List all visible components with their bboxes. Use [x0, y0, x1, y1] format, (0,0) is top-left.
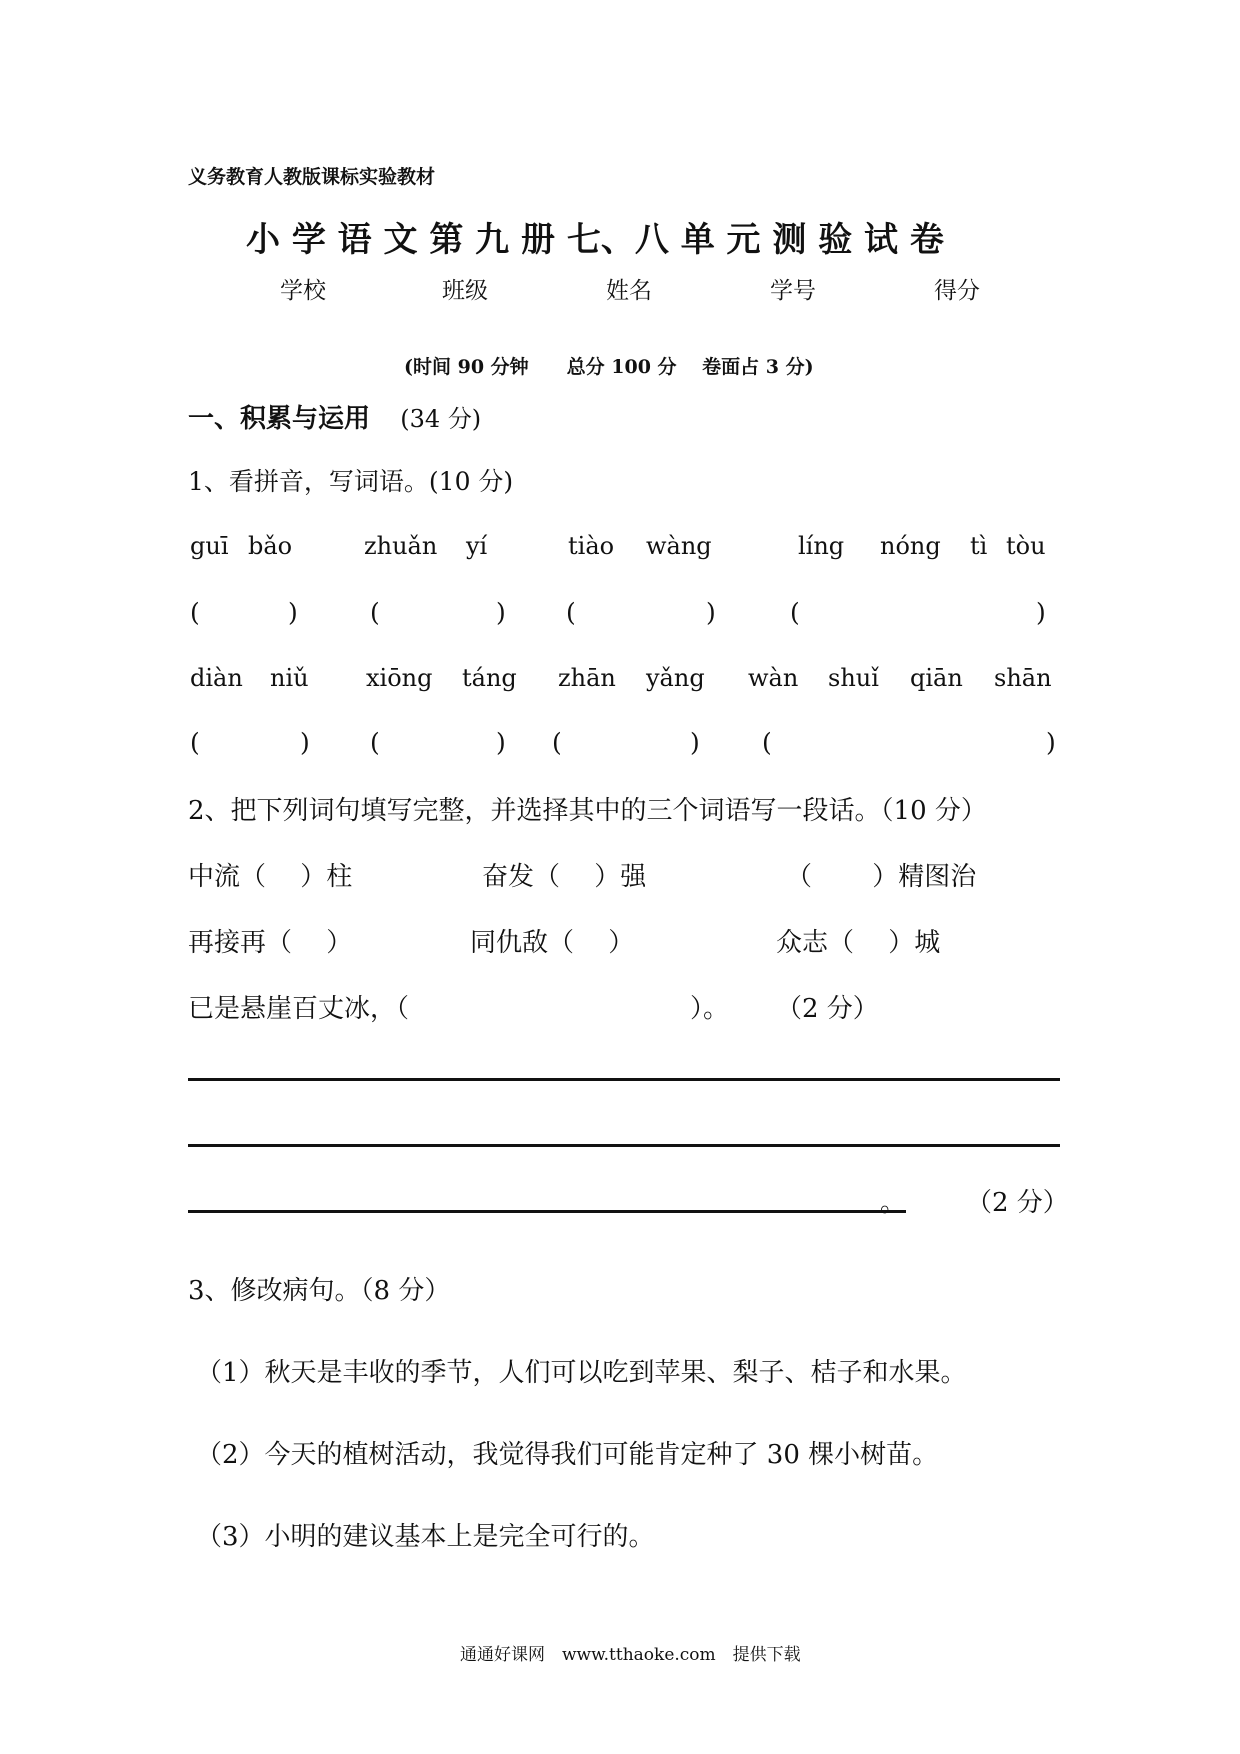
- paragraph-score: （2 分）: [966, 1188, 1069, 1218]
- field-score: 得分: [934, 278, 980, 304]
- pinyin-syllable: niǔ: [270, 664, 309, 692]
- pinyin-syllable: yí: [466, 532, 488, 560]
- pinyin-syllable: táng: [462, 664, 517, 692]
- page-title: 小 学 语 文 第 九 册 七、八 单 元 测 验 试 卷: [246, 220, 944, 260]
- poem-score: （2 分）: [776, 994, 879, 1024]
- idiom-item[interactable]: 同仇敌（ ）: [470, 928, 635, 958]
- pinyin-syllable: tì: [970, 532, 988, 560]
- pinyin-syllable: yǎng: [646, 664, 705, 692]
- footer-credit: 通通好课网 www.tthaoke.com 提供下载: [460, 1645, 801, 1665]
- field-class: 班级: [442, 278, 488, 304]
- pinyin-syllable: guī: [190, 532, 229, 560]
- section-heading: [188, 398, 481, 435]
- pinyin-syllable: shān: [994, 664, 1052, 692]
- exam-info: (时间 90 分钟 总分 100 分 卷面占 3 分): [404, 356, 814, 378]
- pinyin-syllable: líng: [798, 532, 845, 560]
- pinyin-syllable: zhuǎn: [364, 532, 438, 560]
- series-label: 义务教育人教版课标实验教材: [188, 166, 436, 188]
- field-student-id: 学号: [770, 278, 816, 304]
- pinyin-syllable: wàn: [748, 664, 799, 692]
- question-2-title: 2、把下列词句填写完整，并选择其中的三个词语写一段话。（10 分）: [188, 796, 987, 826]
- pinyin-syllable: wàng: [646, 532, 712, 560]
- writing-line-2[interactable]: [188, 1144, 1060, 1147]
- idiom-item[interactable]: 中流（ ）柱: [188, 862, 353, 892]
- sentence-item: （3）小明的建议基本上是完全可行的。: [196, 1522, 655, 1552]
- idiom-item[interactable]: （ ）精图治: [786, 862, 977, 892]
- field-name: 姓名: [606, 278, 652, 304]
- field-school: 学校: [280, 278, 326, 304]
- idiom-item[interactable]: 众志（ ）城: [776, 928, 941, 958]
- sentence-item: （2）今天的植树活动，我觉得我们可能肯定种了 30 棵小树苗。: [196, 1440, 939, 1470]
- paragraph-end: 。: [880, 1188, 907, 1218]
- pinyin-syllable: qiān: [910, 664, 963, 692]
- pinyin-syllable: shuǐ: [828, 664, 879, 692]
- poem-line-end: ）。: [690, 994, 730, 1024]
- writing-line-1[interactable]: [188, 1078, 1060, 1081]
- sentence-item: （1）秋天是丰收的季节，人们可以吃到苹果、梨子、桔子和水果。: [196, 1358, 967, 1388]
- pinyin-syllable: bǎo: [248, 532, 293, 560]
- question-1-title: 1、看拼音，写词语。(10 分): [188, 467, 514, 496]
- section-score: (34 分): [400, 405, 482, 433]
- question-3-title: 3、修改病句。（8 分）: [188, 1276, 451, 1306]
- writing-line-3[interactable]: [188, 1210, 906, 1213]
- pinyin-syllable: tòu: [1006, 532, 1046, 560]
- idiom-item[interactable]: 奋发（ ）强: [482, 862, 647, 892]
- pinyin-syllable: diàn: [190, 664, 243, 692]
- pinyin-syllable: zhān: [558, 664, 616, 692]
- pinyin-syllable: tiào: [568, 532, 615, 560]
- pinyin-syllable: nóng: [880, 532, 941, 560]
- poem-line: 已是悬崖百丈冰，（: [188, 994, 410, 1024]
- section-title: 一、积累与运用: [188, 404, 371, 434]
- idiom-item[interactable]: 再接再（ ）: [188, 928, 353, 958]
- pinyin-syllable: xiōng: [366, 664, 433, 692]
